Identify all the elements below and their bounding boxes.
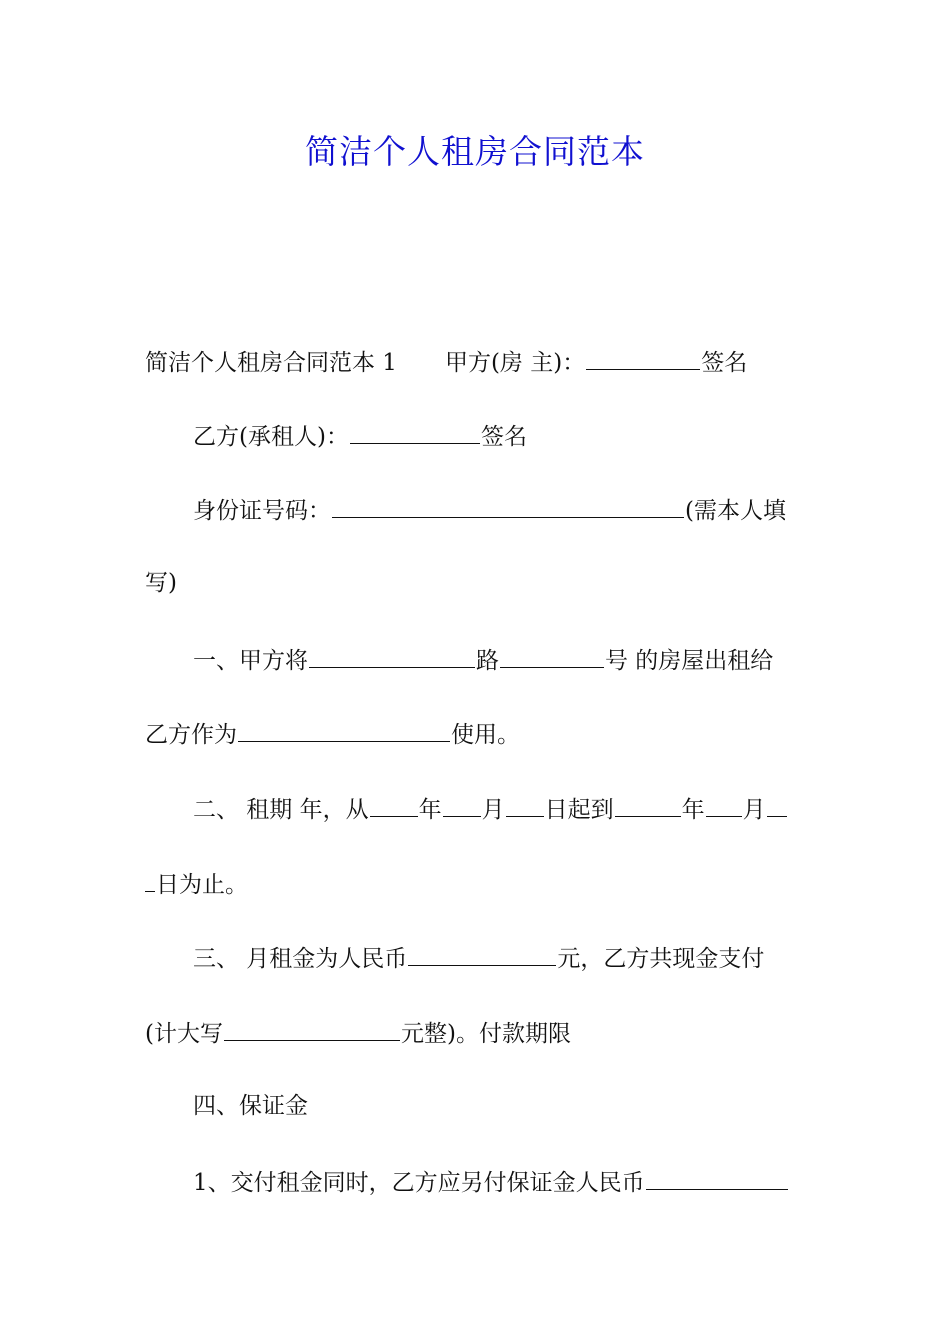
number-blank xyxy=(500,641,604,668)
clause-3-line-continued xyxy=(145,1014,810,1051)
party-b-blank xyxy=(350,417,480,444)
party-b-sign-label: 签名 xyxy=(480,424,527,450)
clause-3-text-d: 元整)。付款期限 xyxy=(400,1021,571,1047)
clause-2-line xyxy=(193,790,810,827)
id-number-note: (需本人填 xyxy=(685,498,786,524)
clause-3-text-a: 三、 月租金为人民币 xyxy=(193,946,408,972)
clause-4-item-1-text: 1、交付租金同时，乙方应另付保证金人民币 xyxy=(193,1170,645,1196)
party-a-label: 甲方(房 主)： xyxy=(444,350,586,376)
clause-2-line-continued xyxy=(145,865,810,902)
clause-3-text-b: 元，乙方共现金支付 xyxy=(557,946,765,972)
contract-heading: 简洁个人租房合同范本 1 xyxy=(145,350,397,376)
clause-3-line xyxy=(193,939,810,976)
start-year-blank xyxy=(370,790,418,817)
id-number-line xyxy=(193,491,810,528)
clause-1-text-d: 乙方作为 xyxy=(145,722,237,748)
clause-4-item-1 xyxy=(193,1163,810,1200)
clause-1-text-c: 号 的房屋出租给 xyxy=(605,648,774,674)
rent-blank xyxy=(408,939,556,966)
rent-uppercase-blank xyxy=(224,1014,400,1041)
party-b-label: 乙方(承租人)： xyxy=(193,424,349,450)
start-day-blank xyxy=(506,790,544,817)
end-day-blank-b xyxy=(145,865,155,892)
id-number-label: 身份证号码： xyxy=(193,498,331,524)
party-a-blank xyxy=(586,343,700,370)
deposit-blank xyxy=(646,1163,788,1190)
end-day-blank-a xyxy=(767,790,787,817)
clause-1-text-e: 使用。 xyxy=(451,722,520,748)
clause-2-year-2: 年 xyxy=(681,797,705,823)
clause-3-text-c: (计大写 xyxy=(145,1021,223,1047)
clause-2-month-1: 月 xyxy=(481,797,505,823)
clause-2-text-b: 日起到 xyxy=(544,797,614,823)
id-number-blank xyxy=(332,491,684,518)
id-number-note-continued: 写) xyxy=(145,570,177,596)
start-month-blank xyxy=(443,790,481,817)
document-title: 简洁个人租房合同范本 xyxy=(305,132,645,171)
end-year-blank xyxy=(615,790,681,817)
end-month-blank xyxy=(706,790,742,817)
clause-4-heading: 四、保证金 xyxy=(193,1093,308,1119)
clause-1-line xyxy=(193,641,810,678)
clause-1-line-continued xyxy=(145,715,810,752)
clause-2-month-2: 月 xyxy=(742,797,766,823)
clause-1-text-b: 路 xyxy=(476,648,499,674)
clause-2-year-1: 年 xyxy=(418,797,442,823)
clause-2-text-a: 二、 租期 年，从 xyxy=(193,797,369,823)
road-blank xyxy=(309,641,475,668)
clause-1-text-a: 一、甲方将 xyxy=(193,648,308,674)
usage-blank xyxy=(238,715,450,742)
party-a-sign-label: 签名 xyxy=(701,350,748,376)
party-a-line xyxy=(145,343,810,380)
clause-2-text-c: 日为止。 xyxy=(156,872,248,898)
party-b-line xyxy=(193,417,810,454)
